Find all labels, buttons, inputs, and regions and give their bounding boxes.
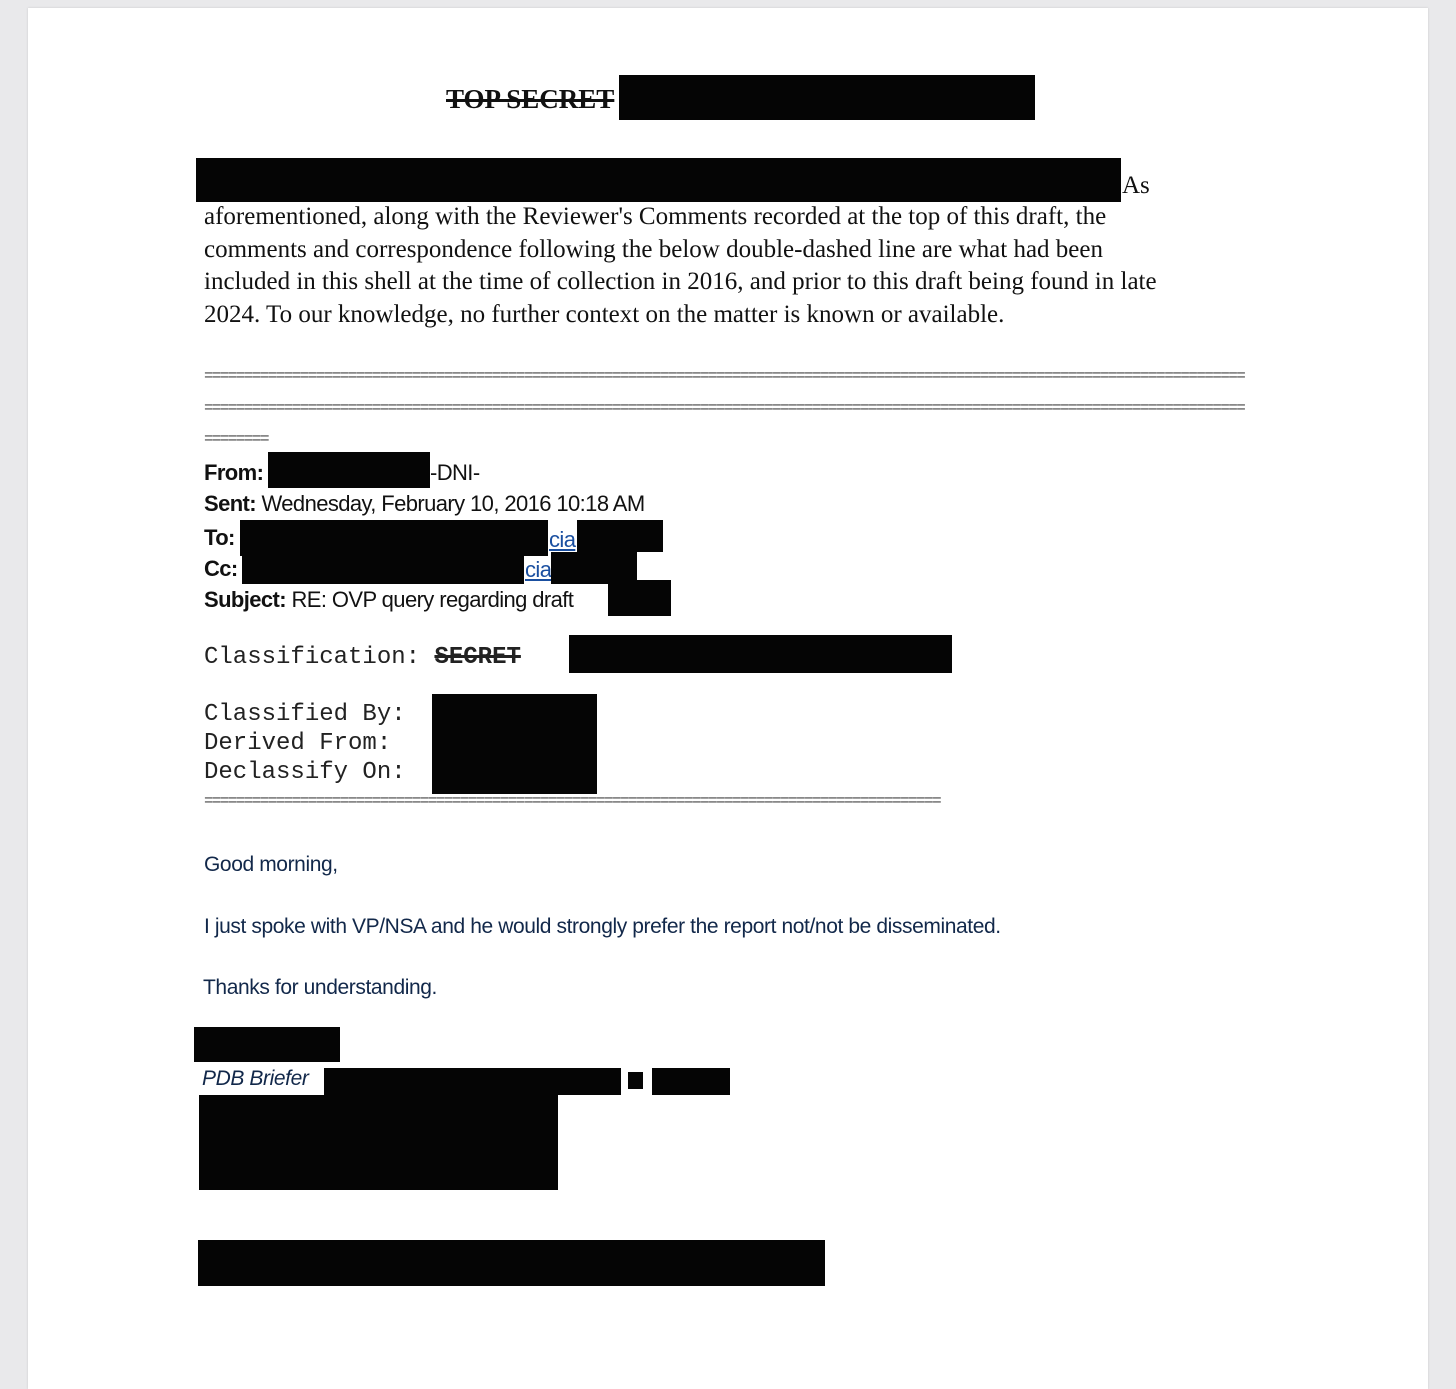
redaction-footer — [198, 1240, 825, 1286]
to-label: To: — [204, 525, 235, 550]
classification-value: SECRET — [434, 644, 521, 671]
subject-value: RE: OVP query regarding draft — [291, 587, 574, 612]
redaction-intro — [196, 158, 1121, 202]
redaction-signature-block — [199, 1095, 558, 1190]
email-subject-row — [204, 587, 573, 613]
document-page — [28, 8, 1428, 1389]
mono-dash-separator: ============================================================================================ — [204, 792, 941, 810]
sent-value: Wednesday, February 10, 2016 10:18 AM — [261, 491, 645, 516]
to-email-link[interactable]: cia — [549, 527, 576, 552]
redaction-classified-by — [432, 694, 597, 794]
intro-tail-word: As — [1122, 172, 1150, 199]
double-dash-separator: ================================================================================================================================== — [204, 367, 1245, 385]
redaction-to-domain — [577, 520, 663, 552]
redaction-signature-phone — [652, 1068, 730, 1095]
redaction-classification — [569, 635, 952, 673]
message-body: I just spoke with VP/NSA and he would strongly prefer the report not/not be disseminated. — [204, 915, 1001, 938]
from-suffix: -DNI- — [430, 460, 480, 485]
classification-banner: TOP SECRET — [446, 84, 615, 114]
classification-label: Classification: — [204, 644, 421, 671]
redaction-signature-name — [194, 1027, 340, 1062]
email-from-row — [204, 460, 263, 486]
classification-row — [204, 644, 521, 671]
redaction-signature-line — [324, 1068, 621, 1095]
double-dash-separator: ================================================================================================================================== — [204, 399, 1245, 417]
redaction-cc — [242, 552, 524, 584]
intro-line: included in this shell at the time of collection in 2016, and prior to this draft being found in late — [204, 268, 1157, 295]
redaction-signature-square — [628, 1072, 643, 1089]
signature-title: PDB Briefer — [202, 1067, 309, 1090]
email-cc-row — [204, 556, 238, 582]
derived-from-label: Derived From: — [204, 730, 392, 757]
email-sent-row — [204, 491, 645, 517]
redaction-cc-tail — [608, 580, 671, 616]
double-dash-separator-short: ======== — [204, 430, 269, 448]
sent-label: Sent: — [204, 491, 257, 516]
subject-label: Subject: — [204, 587, 286, 612]
redaction-from — [268, 452, 430, 488]
intro-line: comments and correspondence following the below double-dashed line are what had been — [204, 236, 1103, 263]
cc-label: Cc: — [204, 556, 238, 581]
email-to-row — [204, 525, 235, 551]
declassify-on-label: Declassify On: — [204, 759, 406, 786]
classified-by-label: Classified By: — [204, 701, 406, 728]
message-closing: Thanks for understanding. — [203, 976, 437, 999]
message-greeting: Good morning, — [204, 853, 338, 876]
redaction-to — [240, 520, 548, 556]
intro-line: 2024. To our knowledge, no further context on the matter is known or available. — [204, 301, 1005, 328]
cc-email-link[interactable]: cia — [525, 557, 552, 582]
intro-line: aforementioned, along with the Reviewer's Comments recorded at the top of this draft, the — [204, 203, 1107, 230]
redaction-banner — [619, 75, 1035, 120]
from-label: From: — [204, 460, 264, 485]
